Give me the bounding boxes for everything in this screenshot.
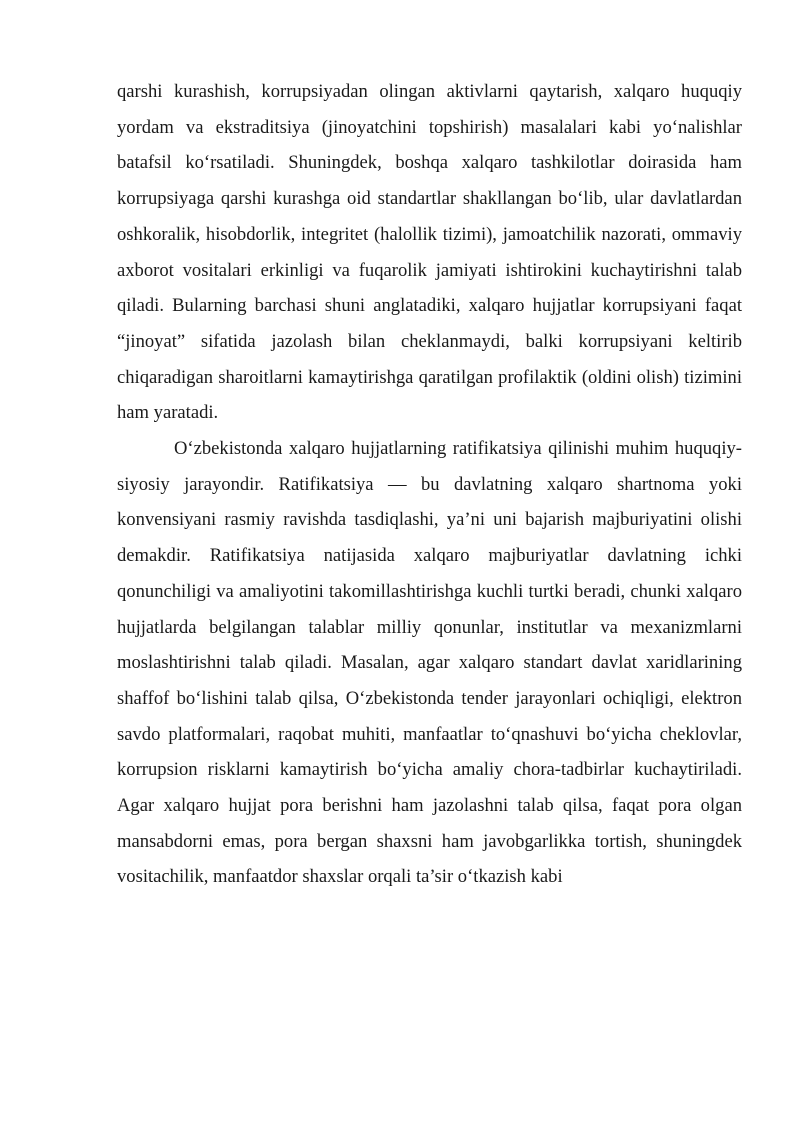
- paragraph-continuation: qarshi kurashish, korrupsiyadan olingan aktivlarni qaytarish, xalqaro huquqiy yordam va ekstraditsiya (jinoyatchini topshirish) masalalari kabi yoʻnalishlar batafsil koʻrsatiladi. Shuningdek, boshqa xalqaro tashkilotlar doirasida ham korrupsiyaga qarshi kurashga oid standartlar shakllangan boʻlib, ular davlatlardan oshkoralik, hisobdorlik, integritet (halollik tizimi), jamoatchilik nazorati, ommaviy axborot vositalari erkinligi va fuqarolik jamiyati ishtirokini kuchaytirishni talab qiladi. Bularning barchasi shuni anglatadiki, xalqaro hujjatlar korrupsiyani faqat “jinoyat” sifatida jazolash bilan cheklanmaydi, balki korrupsiyani keltirib chiqaradigan sharoitlarni kamaytirishga qaratilgan profilaktik (oldini olish) tizimini ham yaratadi.: [117, 81, 742, 424]
- paragraph-ratification: Oʻzbekistonda xalqaro hujjatlarning ratifikatsiya qilinishi muhim huquqiy-siyosiy jarayondir. Ratifikatsiya — bu davlatning xalqaro shartnoma yoki konvensiyani rasmiy ravishda tasdiqlashi, ya’ni uni bajarish majburiyatini olishi demakdir. Ratifikatsiya natijasida xalqaro majburiyatlar davlatning ichki qonunchiligi va amaliyotini takomillashtirishga kuchli turtki beradi, chunki xalqaro hujjatlarda belgilangan talablar milliy qonunlar, institutlar va mexanizmlarni moslashtirishni talab qiladi. Masalan, agar xalqaro standart davlat xaridlarining shaffof boʻlishini talab qilsa, Oʻzbekistonda tender jarayonlari ochiqligi, elektron savdo platformalari, raqobat muhiti, manfaatlar toʻqnashuvi boʻyicha cheklovlar, korrupsion risklarni kamaytirish boʻyicha amaliy chora-tadbirlar kuchaytiriladi. Agar xalqaro hujjat pora berishni ham jazolashni talab qilsa, faqat pora olgan mansabdorni emas, pora bergan shaxsni ham javobgarlikka tortish, shuningdek vositachilik, manfaatdor shaxslar orqali ta’sir oʻtkazish kabi: [117, 438, 742, 888]
- body-text: [117, 74, 742, 895]
